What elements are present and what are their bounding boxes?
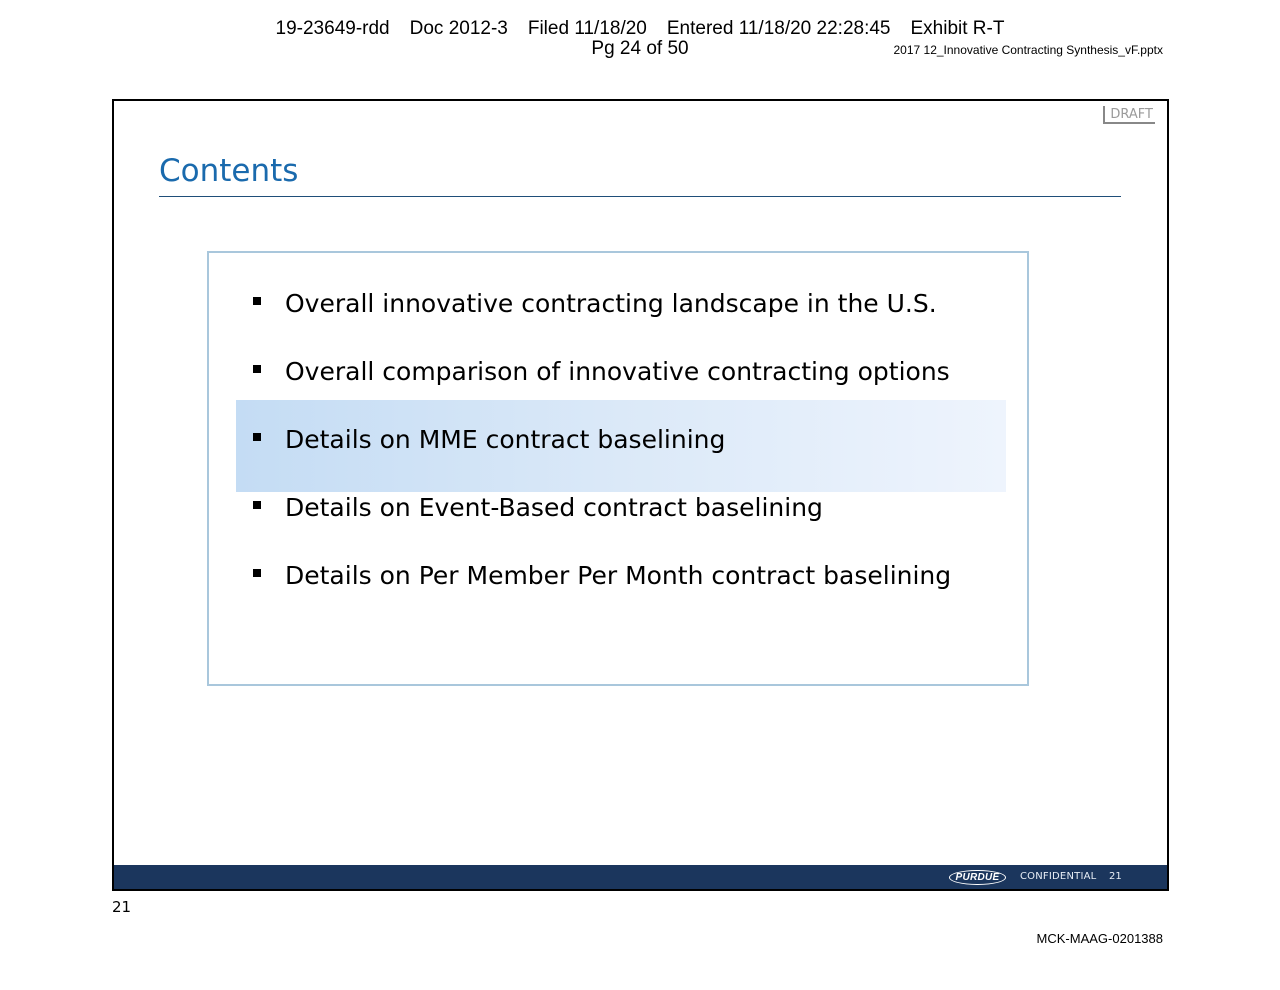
exhibit-label: Exhibit R-T — [910, 18, 1005, 39]
draft-stamp: DRAFT — [1103, 106, 1155, 124]
bullet-icon — [253, 501, 261, 509]
agenda-item-current — [253, 425, 725, 454]
entered-date: Entered 11/18/20 22:28:45 — [666, 18, 891, 39]
case-number: 19-23649-rdd — [275, 18, 390, 39]
agenda-box — [207, 251, 1029, 686]
doc-number: Doc 2012-3 — [409, 18, 508, 39]
agenda-item-text: Details on MME contract baselining — [285, 425, 726, 454]
agenda-item — [253, 561, 951, 590]
bullet-icon — [253, 569, 261, 577]
agenda-item-text: Overall comparison of innovative contracting options — [285, 357, 950, 386]
agenda-item-text: Details on Per Member Per Month contract baselining — [285, 561, 952, 590]
slide-footer — [114, 865, 1167, 889]
confidential-label: CONFIDENTIAL — [1020, 871, 1097, 882]
bullet-icon — [253, 433, 261, 441]
agenda-item-text: Overall innovative contracting landscape in the U.S. — [285, 289, 937, 318]
filing-header — [0, 18, 1280, 40]
bates-number: MCK-MAAG-0201388 — [1036, 931, 1163, 946]
agenda-item-text: Details on Event-Based contract baselining — [285, 493, 823, 522]
bullet-icon — [253, 365, 261, 373]
purdue-logo: PURDUE — [949, 865, 1006, 889]
agenda-item — [253, 493, 823, 522]
agenda-item — [253, 289, 937, 318]
bullet-icon — [253, 297, 261, 305]
page-indicator: Pg 24 of 50 — [591, 38, 689, 59]
slide-number: 21 — [1109, 871, 1122, 882]
slide — [112, 99, 1169, 891]
title-divider — [159, 196, 1121, 197]
agenda-item — [253, 357, 950, 386]
source-filename: 2017 12_Innovative Contracting Synthesis_vF.pptx — [893, 43, 1163, 57]
page-number: 21 — [112, 898, 132, 916]
slide-title: Contents — [159, 153, 299, 189]
filed-date: Filed 11/18/20 — [527, 18, 647, 39]
